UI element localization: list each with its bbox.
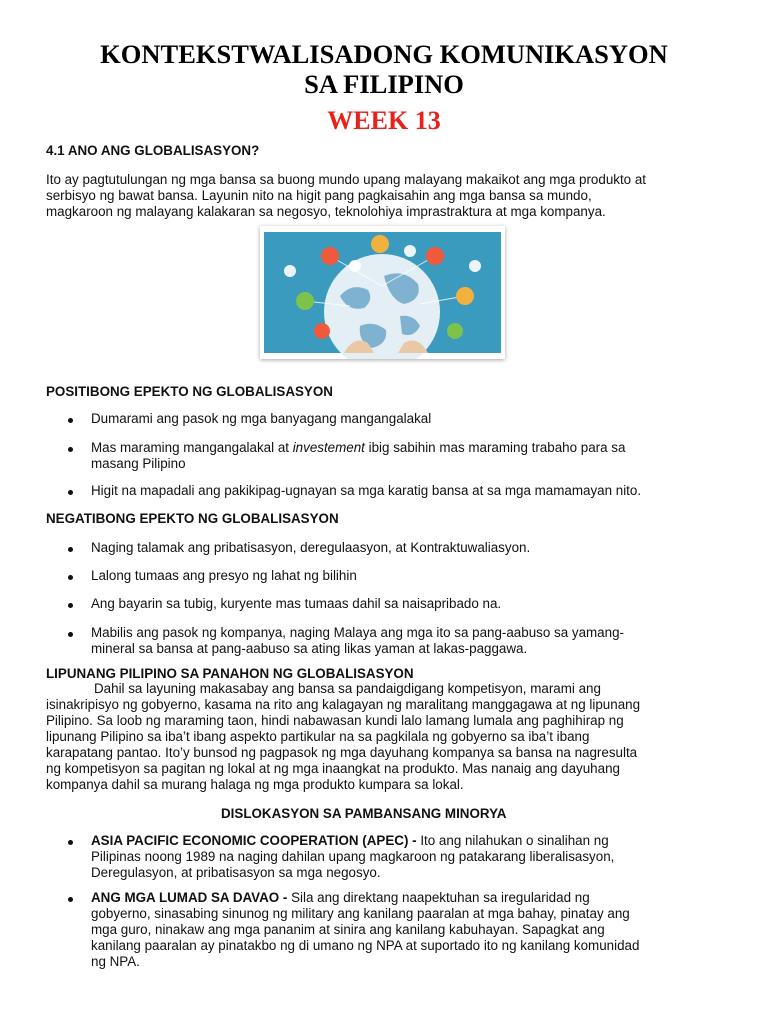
section-heading-dislokasyon: DISLOKASYON SA PAMBANSANG MINORYA — [221, 806, 507, 821]
paragraph-line: ng kompetisyon sa pagitan ng lokal at ng mga inaangkat na produkto. Mas nanaig ang dayuhang — [46, 761, 620, 776]
list-item: Ang bayarin sa tubig, kuryente mas tumaas dahil sa naisapribado na. — [91, 596, 502, 611]
list-item: Naging talamak ang pribatisasyon, deregulaasyon, at Kontraktuwaliasyon. — [91, 540, 531, 555]
paragraph-line: isinakripisyo ng gobyerno, kasama na rito ang kalagayan ng maralitang manggagawa at ng lipunang — [46, 697, 641, 712]
list-item: ASIA PACIFIC ECONOMIC COOPERATION (APEC) - Ito ang nilahukan o sinalihan ng Pilipinas noong 1989 na naging dahilan upang magkaroon ng patakarang liberalisasyon, Deregulasyon, at pribatisasyon sa mga negosyo. — [91, 833, 615, 880]
bullet-icon — [68, 547, 73, 552]
bullet-icon — [68, 632, 73, 637]
list-item: Mabilis ang pasok ng kompanya, naging Malaya ang mga ito sa pang-aabuso sa yamang- mineral sa bansa at pang-aabuso sa ating likas yaman at lakas-paggawa. — [91, 625, 624, 656]
globalization-illustration — [260, 226, 505, 359]
section-heading-globalisasyon: 4.1 ANO ANG GLOBALISASYON? — [46, 143, 260, 158]
paragraph-line: karapatang pantao. Ito’y bunsod ng pagpasok ng mga dayuhang kompanya sa bansa na nagresulta — [46, 745, 638, 760]
paragraph-line: kompanya dahil sa murang halaga ng mga produkto kumpara sa lokal. — [46, 777, 464, 792]
list-item: Higit na mapadali ang pakikipag-ugnayan sa mga karatig bansa at sa mga mamamayan nito. — [91, 483, 642, 498]
list-item: ANG MGA LUMAD SA DAVAO - Sila ang direktang naapektuhan sa iregularidad ng gobyerno, sinasabing sinunog ng military ang kanilang paaralan at mga bahay, pinatay ang mga guro, ninakaw ang mga pananim at sinira ang kanilang kabuhayan. Sapagkat ang kanilang paaralan ay pinatakbo ng di umano ng NPA at suportado ito ng kanilang komunidad ng NPA. — [91, 890, 640, 969]
paragraph-line: Dahil sa layuning makasabay ang bansa sa pandaigdigang kompetisyon, marami ang — [94, 681, 601, 696]
document-title-line1: KONTEKSTWALISADONG KOMUNIKASYON — [100, 39, 668, 69]
list-item: Dumarami ang pasok ng mga banyagang mangangalakal — [91, 411, 432, 426]
paragraph-line: Pilipino. Sa loob ng maraming taon, hindi nabawasan kundi lalo lamang lumala ang paghihirap ng — [46, 713, 624, 728]
section-heading-lipunan: LIPUNANG PILIPINO SA PANAHON NG GLOBALISASYON — [46, 666, 414, 681]
paragraph-line: magkaroon ng malayang kalakaran sa negosyo, teknolohiya imprastraktura at mga kompanya. — [46, 204, 606, 219]
bullet-icon — [68, 575, 73, 580]
paragraph-globalisasyon — [46, 172, 732, 220]
bullet-icon — [68, 897, 73, 902]
paragraph-line: Ito ay pagtutulungan ng mga bansa sa buong mundo upang malayang makaikot ang mga produkto at — [46, 172, 647, 187]
paragraph-line: serbisyo ng bawat bansa. Layunin nito na higit pang pagkaisahin ang mga bansa sa mundo, — [46, 188, 592, 203]
bullet-icon — [68, 490, 73, 495]
bullet-icon — [68, 603, 73, 608]
paragraph-lipunan — [46, 681, 732, 793]
paragraph-line: lipunang Pilipino sa iba’t ibang aspekto partikular na sa pagkilala ng gobyerno sa iba’t ibang — [46, 729, 590, 744]
section-heading-negatibo: NEGATIBONG EPEKTO NG GLOBALISASYON — [46, 511, 339, 526]
bullet-icon — [68, 447, 73, 452]
week-label: WEEK 13 — [327, 106, 441, 135]
bullet-icon — [68, 840, 73, 845]
document-title-line2: SA FILIPINO — [304, 69, 464, 99]
list-item: Mas maraming mangangalakal at investement ibig sabihin mas maraming trabaho para sa masang Pilipino — [91, 440, 626, 471]
section-heading-positibo: POSITIBONG EPEKTO NG GLOBALISASYON — [46, 384, 333, 399]
globe-network-icon — [260, 226, 505, 359]
bullet-icon — [68, 418, 73, 423]
list-item: Lalong tumaas ang presyo ng lahat ng bilihin — [91, 568, 357, 583]
